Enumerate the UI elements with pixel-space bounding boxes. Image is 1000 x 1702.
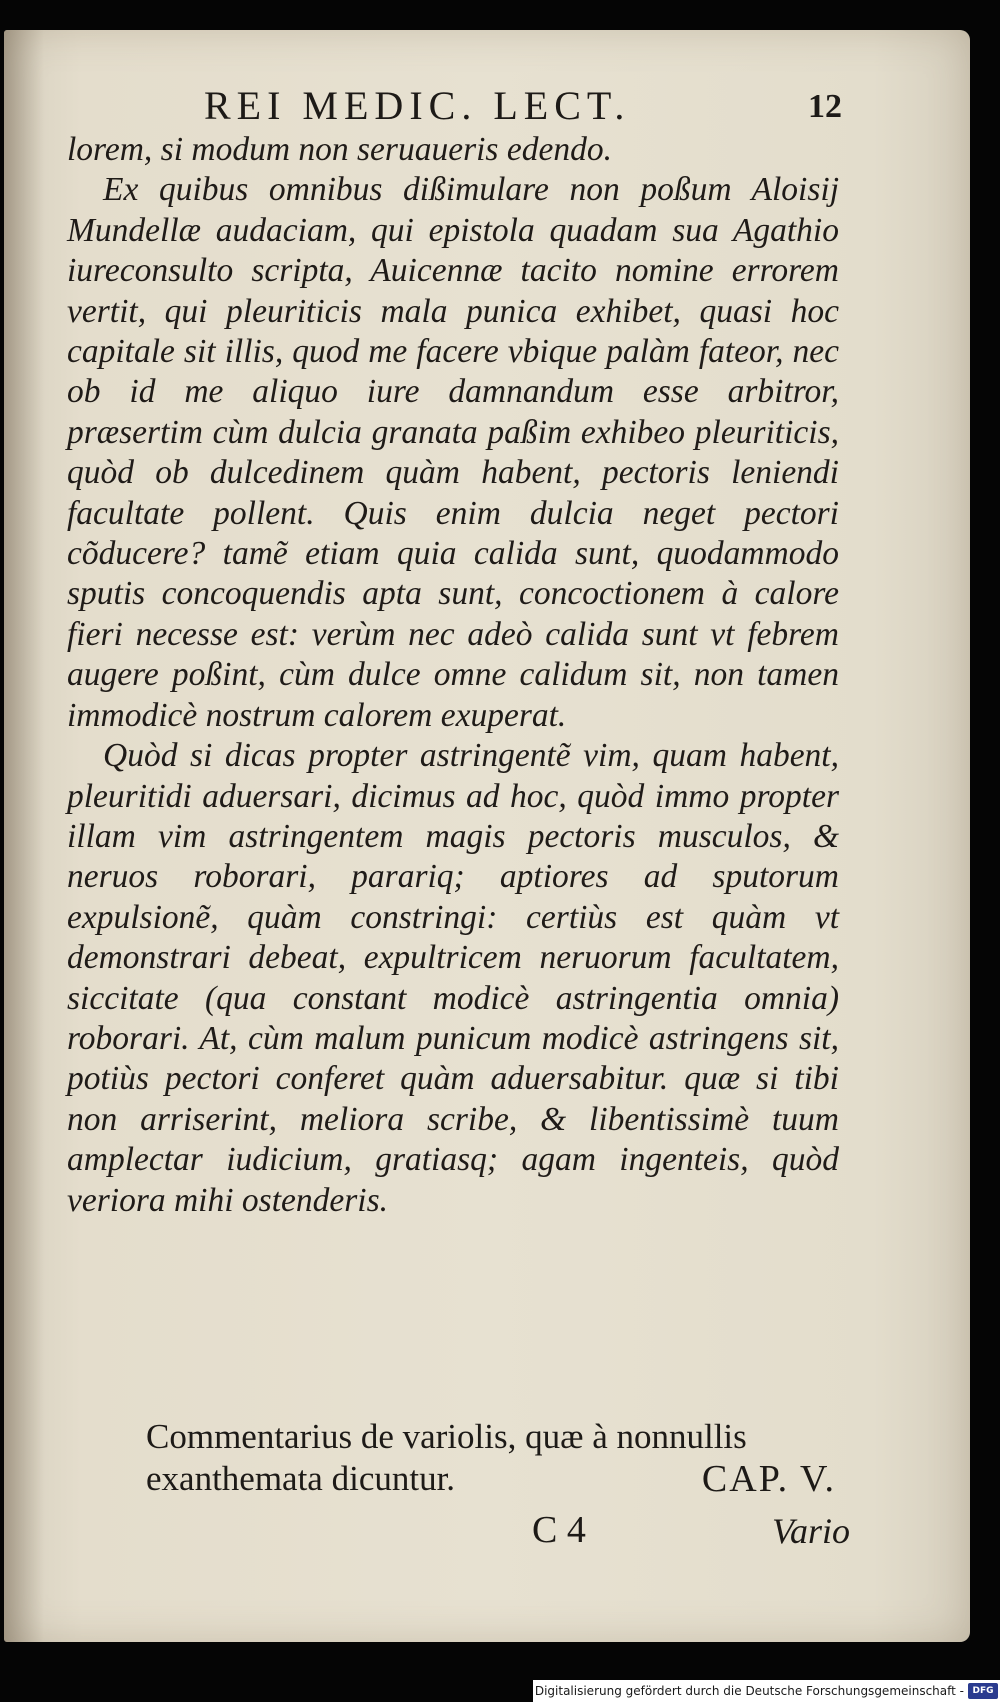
paragraph-mundella: Ex quibus omnibus dißimulare non poßum Aloisij Mundellæ audaciam, qui epistola quadam sua Agathio iureconsulto scripta, Auicennæ tacito nomine errorem vertit, qui pleuriticis mala punica exhibet, quasi hoc capitale sit illis, quod me facere vbique palàm fateor, nec ob id me aliquo iure damnandum esse arbitror, præsertim cùm dulcia granata paßim exhibeo pleuriticis, quòd ob dulcedinem quàm habent, pectoris leniendi facultate pollent. Quis enim dulcia neget pectori cõducere? tamẽ etiam quia calida sunt, quodammodo sputis concoquendis apta sunt, concoctionem à calore fieri necesse est: verùm nec adeò calida sunt vt febrem augere poßint, cùm dulce omne calidum sit, non tamen immodicè nostrum calorem exuperat. (67, 171, 839, 734)
book-page (4, 30, 970, 1642)
digitization-credit (533, 1680, 1000, 1702)
dfg-logo-icon: DFG (968, 1683, 998, 1699)
paragraph-continuation: lorem, si modum non seruaueris edendo. (67, 131, 612, 168)
page-number: 12 (808, 88, 842, 125)
chapter-title: Commentarius de variolis, quæ à nonnullis exanthemata dicuntur. (146, 1417, 747, 1498)
chapter-heading (146, 1416, 846, 1500)
catchword: Vario (772, 1511, 851, 1551)
signature-mark: C 4 (532, 1509, 586, 1551)
credit-text: Digitalisierung gefördert durch die Deutsche Forschungsgemeinschaft - (534, 1684, 964, 1698)
paragraph-astringent: Quòd si dicas propter astringentẽ vim, quam habent, pleuritidi aduersari, dicimus ad hoc, quòd immo propter illam vim astringentem magis pectoris musculos, & neruos roborari, parariq; aptiores ad sputorum expulsionẽ, quàm constringi: certiùs est quàm vt demonstrari debeat, expultricem neruorum facultatem, siccitate (qua constant modicè astringentia omnia) roborari. At, cùm malum punicum modicè astringens sit, potiùs pectori conferet quàm aduersabitur. quæ si tibi non arriserint, meliora scribe, & libentissimè tuum amplectar iudicium, gratiasq; agam ingenteis, quòd veriora mihi ostenderis. (67, 737, 839, 1219)
chapter-number: CAP. V. (701, 1458, 836, 1500)
running-head: REI MEDIC. LECT. (204, 83, 631, 128)
body-text (67, 130, 839, 1221)
